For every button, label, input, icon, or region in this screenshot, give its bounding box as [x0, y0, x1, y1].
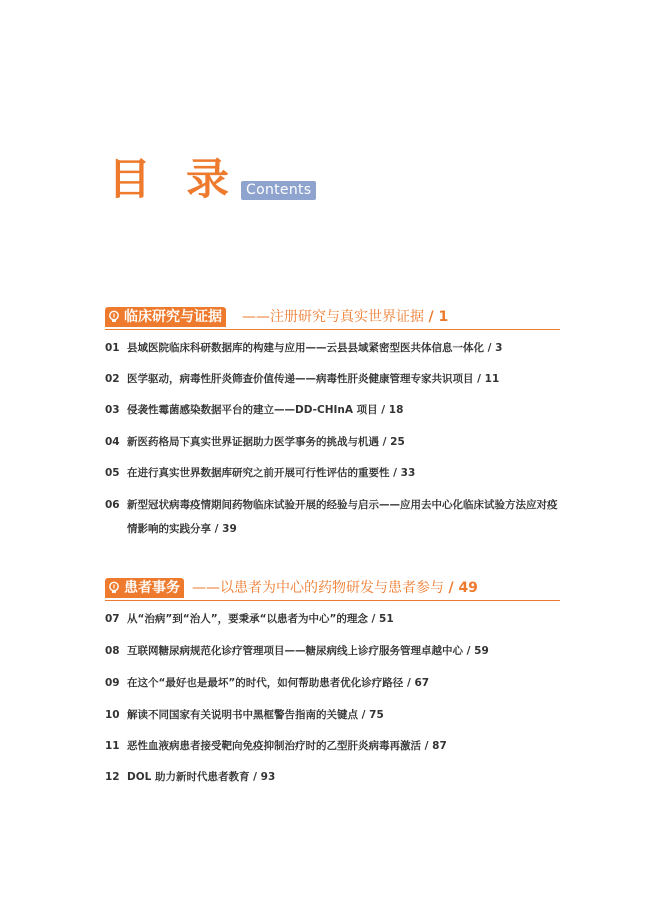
toc-entry-number: 05 — [105, 467, 120, 479]
toc-entry-title: 新型冠状病毒疫情期间药物临床试验开展的经验与启示——应用去中心化临床试验方法应对疫情影响的实践分享 / 39 — [127, 499, 558, 535]
section-tag-label: 患者事务 — [124, 580, 180, 596]
toc-entry-title: DOL 助力新时代患者教育 / 93 — [127, 771, 276, 783]
toc-entry[interactable] — [105, 607, 565, 631]
title-char-mu: 目 — [108, 155, 151, 205]
toc-entry-title: 新医药格局下真实世界证据助力医学事务的挑战与机遇 / 25 — [127, 436, 405, 448]
toc-entry-number: 01 — [105, 342, 120, 354]
section-subtitle-text: ——以患者为中心的药物研发与患者参与 — [192, 580, 444, 596]
toc-entry[interactable] — [105, 336, 565, 360]
toc-entry-number: 10 — [105, 709, 120, 721]
toc-entry-title: 解读不同国家有关说明书中黑框警告指南的关键点 / 75 — [127, 709, 384, 721]
section-subtitle-text: ——注册研究与真实世界证据 — [242, 309, 424, 325]
toc-entry-title: 在进行真实世界数据库研究之前开展可行性评估的重要性 / 33 — [127, 467, 416, 479]
section-page: / 49 — [448, 580, 478, 596]
toc-entry-title: 县域医院临床科研数据库的构建与应用——云县县域紧密型医共体信息一体化 / 3 — [127, 342, 503, 354]
toc-entry-title: 恶性血液病患者接受靶向免疫抑制治疗时的乙型肝炎病毒再激活 / 87 — [127, 740, 447, 752]
toc-entry[interactable] — [105, 430, 565, 454]
toc-entry-number: 02 — [105, 373, 120, 385]
toc-entry-title: 从“治病”到“治人”，要秉承“以患者为中心”的理念 / 51 — [127, 613, 394, 625]
toc-entry-number: 08 — [105, 645, 120, 657]
section-tag-label: 临床研究与证据 — [124, 309, 222, 325]
toc-entry-number: 07 — [105, 613, 120, 625]
toc-entry-number: 12 — [105, 771, 120, 783]
contents-badge: Contents — [241, 181, 316, 200]
section-tag — [105, 307, 226, 327]
toc-entry[interactable] — [105, 765, 565, 789]
section-tag — [105, 578, 184, 598]
toc-entry-title: 医学驱动，病毒性肝炎筛查价值传递——病毒性肝炎健康管理专家共识项目 / 11 — [127, 373, 500, 385]
title-char-lu: 录 — [186, 155, 229, 205]
toc-entry[interactable] — [105, 493, 565, 541]
toc-entry-number: 11 — [105, 740, 120, 752]
toc-entry-number: 03 — [105, 404, 120, 416]
toc-entry[interactable] — [105, 367, 565, 391]
toc-entry[interactable] — [105, 734, 565, 758]
lightbulb-icon — [107, 581, 121, 595]
section-page: / 1 — [428, 309, 449, 325]
toc-entry-number: 04 — [105, 436, 120, 448]
lightbulb-icon — [107, 310, 121, 324]
toc-entry-title: 互联网糖尿病规范化诊疗管理项目——糖尿病线上诊疗服务管理卓越中心 / 59 — [127, 645, 489, 657]
toc-entry[interactable] — [105, 703, 565, 727]
toc-entry[interactable] — [105, 398, 565, 422]
section-header-clinical — [105, 307, 560, 330]
toc-entry-title: 在这个“最好也是最坏”的时代，如何帮助患者优化诊疗路径 / 67 — [127, 677, 430, 689]
toc-entry-number: 06 — [105, 499, 120, 511]
section-subtitle — [192, 578, 478, 598]
section-header-patient — [105, 578, 560, 601]
toc-entry[interactable] — [105, 639, 565, 663]
toc-entry[interactable] — [105, 671, 565, 695]
toc-entry[interactable] — [105, 461, 565, 485]
toc-entry-title: 侵袭性霉菌感染数据平台的建立——DD-CHInA 项目 / 18 — [127, 404, 404, 416]
toc-entry-number: 09 — [105, 677, 120, 689]
section-subtitle — [242, 307, 448, 327]
